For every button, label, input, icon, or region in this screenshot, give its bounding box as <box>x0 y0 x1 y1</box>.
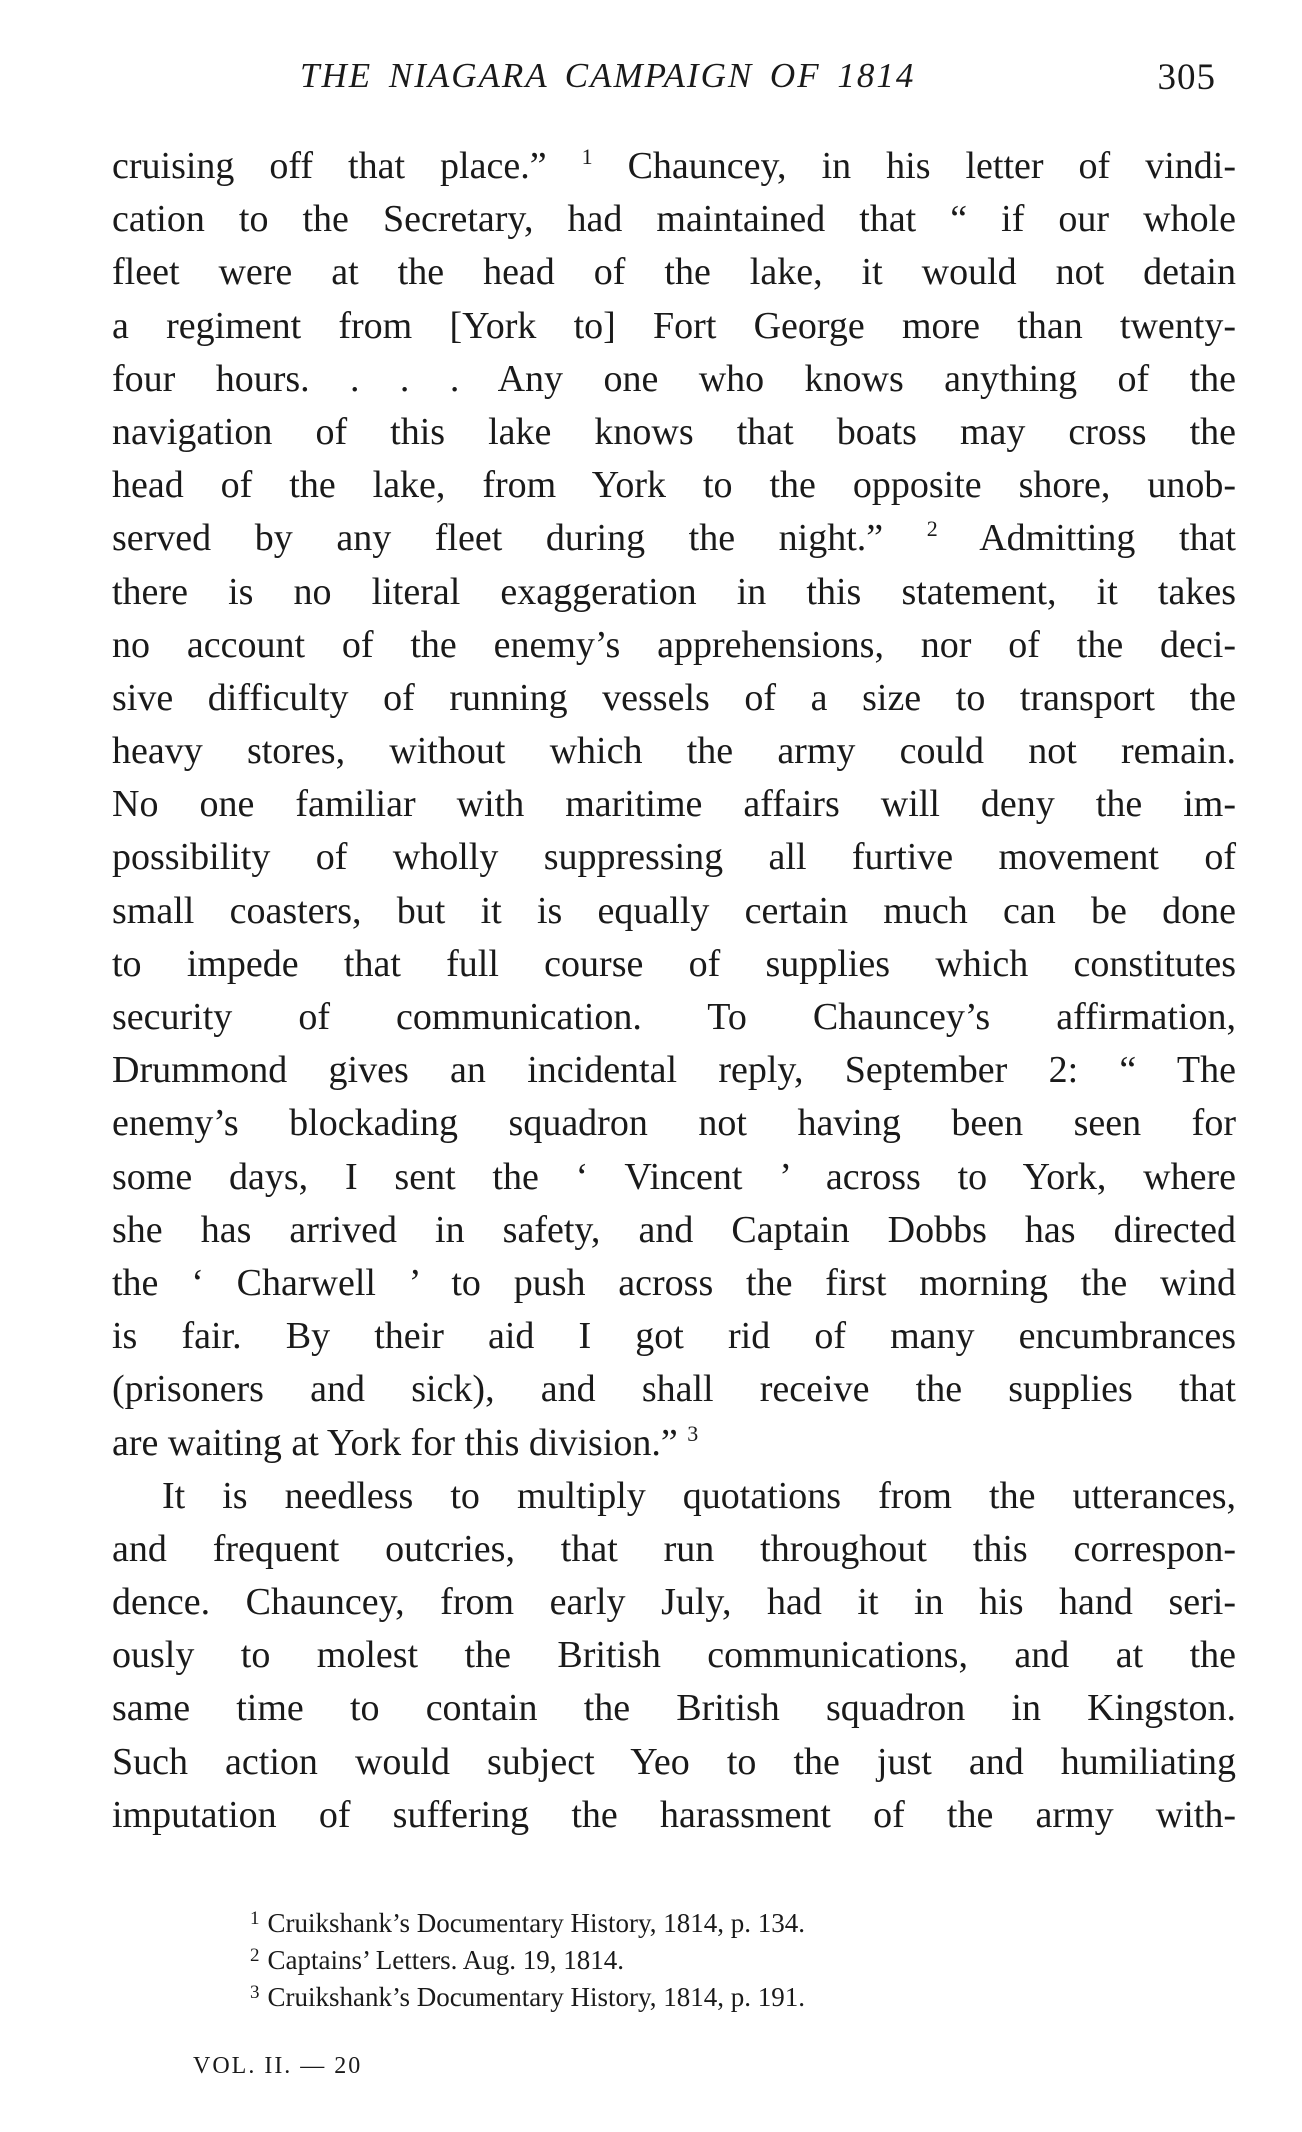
text-line: four hours. . . . Any one who knows anything of the <box>112 357 1236 400</box>
text-line: Drummond gives an incidental reply, September 2: “ The <box>112 1049 1236 1092</box>
text-line: navigation of this lake knows that boats may cross the <box>112 410 1236 453</box>
text-line: Such action would subject Yeo to the just and humiliating <box>112 1740 1236 1783</box>
running-head <box>300 56 1216 106</box>
text-line: no account of the enemy’s apprehensions, nor of the deci- <box>112 623 1236 666</box>
text-line: (prisoners and sick), and shall receive the supplies that <box>112 1368 1236 1411</box>
footnote-text: Cruikshank’s Documentary History, 1814, p. 191. <box>267 1982 805 2012</box>
text-line: cruising off that place.” $^1$ Chauncey, in his letter of vindi- <box>112 144 1236 187</box>
text-line: dence. Chauncey, from early July, had it in his hand seri- <box>112 1581 1236 1624</box>
footnote-text: Cruikshank’s Documentary History, 1814, p. 134. <box>267 1908 805 1938</box>
footnote <box>250 1942 1150 1979</box>
text-line: ously to molest the British communications, and at the <box>112 1634 1236 1677</box>
text-line: is fair. By their aid I got rid of many encumbrances <box>112 1315 1236 1358</box>
body-text <box>112 140 1236 1842</box>
text-line: possibility of wholly suppressing all furtive movement of <box>112 836 1236 879</box>
text-line: heavy stores, without which the army could not remain. <box>112 730 1236 773</box>
text-line: sive difficulty of running vessels of a size to transport the <box>112 676 1236 719</box>
text-line: fleet were at the head of the lake, it would not detain <box>112 251 1236 294</box>
footnote-ref[interactable]: 2 <box>926 516 938 542</box>
text-line: small coasters, but it is equally certain much can be done <box>112 889 1236 932</box>
footnote-mark: 2 <box>250 1945 260 1966</box>
text-line: some days, I sent the ‘ Vincent ’ across to York, where <box>112 1155 1236 1198</box>
footnote-ref[interactable]: 3 <box>687 1420 699 1446</box>
text-line: there is no literal exaggeration in this statement, it takes <box>112 570 1236 613</box>
text-line: the ‘ Charwell ’ to push across the first morning the wind <box>112 1261 1236 1304</box>
page-number: 305 <box>1157 57 1216 98</box>
text-line: same time to contain the British squadron in Kingston. <box>112 1687 1236 1730</box>
text-line: to impede that full course of supplies which constitutes <box>112 942 1236 985</box>
footnotes <box>250 1905 1150 2016</box>
text-line-paragraph-start: It is needless to multiply quotations from the utterances, <box>162 1474 1236 1517</box>
footnote-mark: 3 <box>250 1982 260 2003</box>
text-line: a regiment from [York to] Fort George more than twenty- <box>112 304 1236 347</box>
footnote-text: Captains’ Letters. Aug. 19, 1814. <box>267 1945 624 1975</box>
text-line: are waiting at York for this division.” $^3$ <box>112 1420 699 1464</box>
footnote <box>250 1979 1150 2016</box>
text-line: imputation of suffering the harassment of the army with- <box>112 1793 1236 1836</box>
text-line: she has arrived in safety, and Captain Dobbs has directed <box>112 1208 1236 1251</box>
text-line: security of communication. To Chauncey’s affirmation, <box>112 996 1236 1038</box>
text-line: served by any fleet during the night.” $^2$ Admitting that <box>112 516 1236 560</box>
volume-signature: VOL. II. — 20 <box>193 2053 363 2079</box>
text-line: cation to the Secretary, had maintained that “ if our whole <box>112 198 1236 241</box>
text-line: No one familiar with maritime affairs will deny the im- <box>112 783 1236 826</box>
text-line: and frequent outcries, that run throughout this correspon- <box>112 1527 1236 1570</box>
text-line: enemy’s blockading squadron not having been seen for <box>112 1102 1236 1145</box>
running-title: THE NIAGARA CAMPAIGN OF 1814 <box>300 56 916 95</box>
footnote-mark: 1 <box>250 1908 260 1929</box>
footnote <box>250 1905 1150 1942</box>
footnote-ref[interactable]: 1 <box>581 144 593 169</box>
text-line: head of the lake, from York to the opposite shore, unob- <box>112 464 1236 507</box>
